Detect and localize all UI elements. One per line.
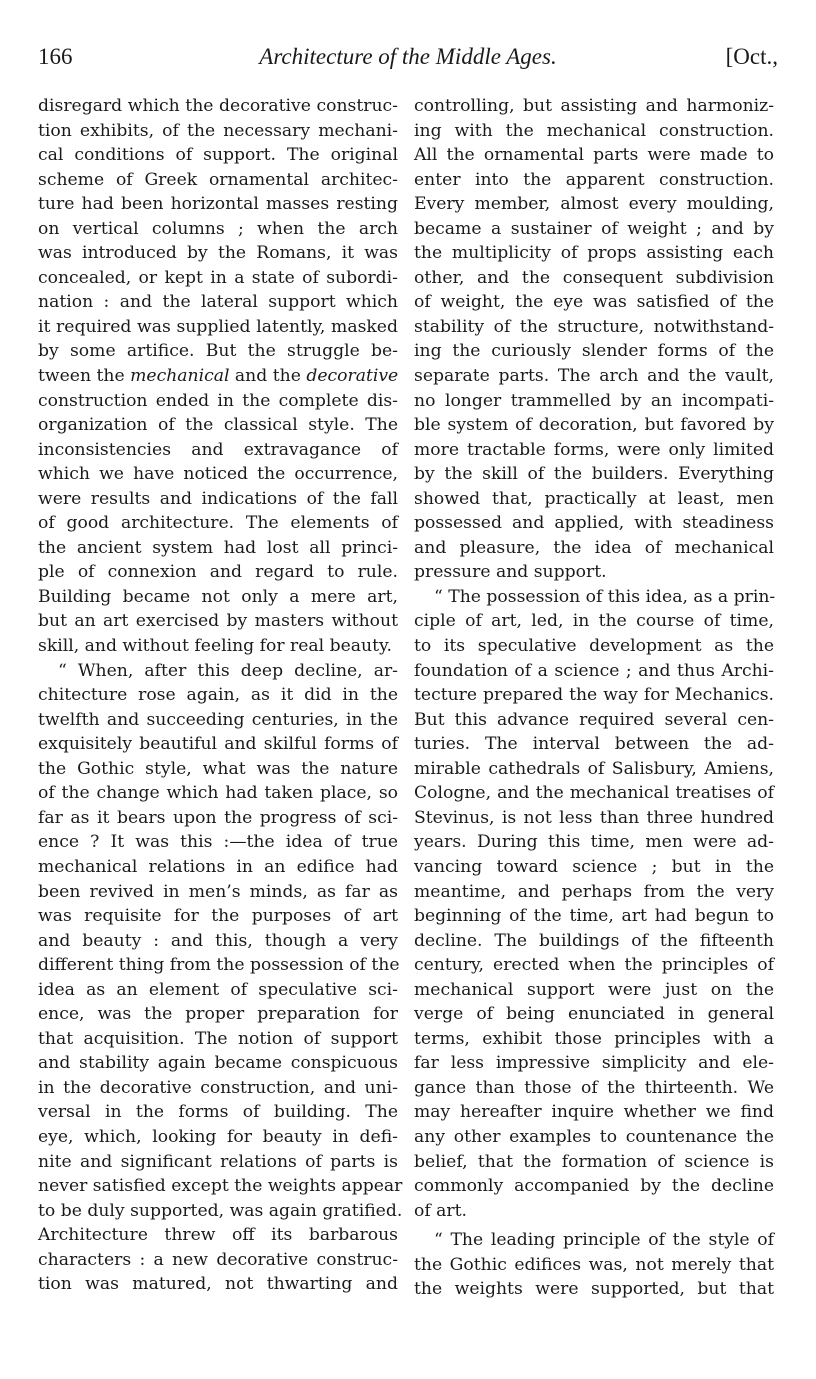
text-line: the multiplicity of props assisting each [414, 243, 774, 264]
text-line: mechanical support were just on the [414, 979, 774, 1000]
text-line: eye, which, looking for beauty in defi- [38, 1126, 398, 1147]
text-line: pressure and support. [414, 562, 607, 583]
text-line: was requisite for the purposes of art [38, 906, 398, 927]
text-line: of the change which had taken place, so [38, 783, 398, 804]
text-line: years. During this time, men were ad- [414, 832, 774, 853]
text-line: ence ? It was this :—the idea of true [38, 832, 398, 853]
text-line: of good architecture. The elements of [38, 513, 398, 534]
text-line: skill, and without feeling for real beauty. [38, 636, 392, 657]
text-line: stability of the structure, notwithstand- [414, 316, 774, 337]
text-line: scheme of Greek ornamental architec- [38, 169, 398, 190]
text-line: tion exhibits, of the necessary mechani- [38, 120, 398, 141]
text-line: Architecture threw off its barbarous [38, 1225, 398, 1246]
text-line: became a sustainer of weight ; and by [414, 218, 774, 239]
text-fragment: tween the [38, 366, 131, 387]
text-line: Every member, almost every moulding, [414, 194, 774, 215]
text-line: different thing from the possession of the [38, 955, 400, 976]
text-line: was introduced by the Romans, it was [38, 243, 398, 264]
text-line: nite and significant relations of parts is [38, 1151, 398, 1172]
text-line: of art. [414, 1200, 468, 1221]
text-line: tion was matured, not thwarting and [38, 1274, 398, 1295]
text-line: never satisfied except the weights appear [38, 1176, 403, 1197]
text-line: ple of connexion and regard to rule. [38, 562, 398, 583]
text-line: other, and the consequent subdivision [414, 267, 774, 288]
text-line: ciple of art, led, in the course of time, [414, 611, 774, 632]
text-line: may hereafter inquire whether we find [414, 1102, 774, 1123]
left-column [38, 94, 403, 1297]
text-line: showed that, practically at least, men [414, 488, 774, 509]
text-fragment: and the [229, 366, 307, 387]
text-line: exquisitely beautiful and skilful forms of [38, 734, 398, 755]
text-line: vancing toward science ; but in the [414, 856, 774, 877]
text-line: beginning of the time, art had begun to [414, 906, 774, 927]
text-line: by the skill of the builders. Everything [414, 464, 774, 485]
text-line: “ When, after this deep decline, ar- [58, 660, 398, 681]
text-line: terms, exhibit those principles with a [414, 1028, 774, 1049]
text-line: commonly accompanied by the decline [414, 1176, 774, 1197]
text-line: Cologne, and the mechanical treatises of [414, 783, 774, 804]
text-line: ble system of decoration, but favored by [414, 415, 774, 436]
text-line: to be duly supported, was again gratified. [38, 1200, 403, 1221]
text-line: but an art exercised by masters without [38, 611, 398, 632]
text-line: nation : and the lateral support which [38, 292, 398, 313]
right-column [414, 94, 774, 1302]
text-line: Stevinus, is not less than three hundred [414, 807, 774, 828]
text-line: century, erected when the principles of [414, 955, 774, 976]
text-line: idea as an element of speculative sci- [38, 979, 398, 1000]
text-line: no longer trammelled by an incompati- [414, 390, 774, 411]
text-line: been revived in men’s minds, as far as [38, 881, 398, 902]
text-line: versal in the forms of building. The [38, 1102, 398, 1123]
text-line: on vertical columns ; when the arch [38, 218, 398, 239]
text-line: to its speculative development as the [414, 636, 774, 657]
text-line: twelfth and succeeding centuries, in the [38, 709, 398, 730]
text-line: which we have noticed the occurrence, [38, 464, 398, 485]
text-line: ture had been horizontal masses resting [38, 194, 398, 215]
text-line: were results and indications of the fall [38, 488, 398, 509]
text-line: the weights were supported, but that [414, 1279, 774, 1300]
text-line: chitecture rose again, as it did in the [38, 685, 398, 706]
text-line: any other examples to countenance the [414, 1126, 774, 1147]
text-line: far as it bears upon the progress of sci- [38, 807, 398, 828]
text-line: verge of being enunciated in general [414, 1004, 774, 1025]
issue-label: [Oct., [725, 44, 778, 69]
text-line: But this advance required several cen- [414, 709, 774, 730]
text-line: ing the curiously slender forms of the [414, 341, 774, 362]
text-line: decline. The buildings of the fifteenth [414, 930, 774, 951]
text-line: separate parts. The arch and the vault, [414, 366, 774, 387]
text-line: characters : a new decorative construc- [38, 1249, 398, 1270]
text-line: turies. The interval between the ad- [414, 734, 774, 755]
text-line: the Gothic style, what was the nature [38, 758, 398, 779]
text-line: construction ended in the complete dis- [38, 390, 398, 411]
text-line: the ancient system had lost all princi- [38, 537, 398, 558]
text-line: it required was supplied latently, masked [38, 316, 398, 337]
text-line: by some artifice. But the struggle be- [38, 341, 398, 362]
text-line: gance than those of the thirteenth. We [414, 1077, 774, 1098]
text-line: that acquisition. The notion of support [38, 1028, 398, 1049]
text-line: in the decorative construction, and uni- [38, 1077, 398, 1098]
text-line: and pleasure, the idea of mechanical [414, 537, 774, 558]
text-line: ing with the mechanical construction. [414, 120, 774, 141]
running-title: Architecture of the Middle Ages. [259, 44, 557, 69]
text-line: tecture prepared the way for Mechanics. [414, 685, 774, 706]
text-line: meantime, and perhaps from the very [414, 881, 774, 902]
text-line: ence, was the proper preparation for [38, 1004, 398, 1025]
text-line: possessed and applied, with steadiness [414, 513, 774, 534]
text-line: Building became not only a mere art, [38, 586, 398, 607]
text-line: mirable cathedrals of Salisbury, Amiens, [414, 758, 774, 779]
text-line: of weight, the eye was satisfied of the [414, 292, 774, 313]
italic-term-decorative: decorative [306, 366, 399, 387]
text-line: disregard which the decorative construc- [38, 96, 398, 116]
text-line: foundation of a science ; and thus Archi- [414, 660, 774, 681]
text-line: cal conditions of support. The original [38, 145, 398, 166]
text-line: inconsistencies and extravagance of [38, 439, 398, 460]
page-number: 166 [38, 44, 73, 69]
text-line: mechanical relations in an edifice had [38, 856, 398, 877]
text-line: concealed, or kept in a state of subordi- [38, 267, 398, 288]
text-line: enter into the apparent construction. [414, 169, 774, 190]
text-line: All the ornamental parts were made to [414, 145, 774, 166]
text-line: “ The possession of this idea, as a prin- [434, 586, 776, 607]
text-line: controlling, but assisting and harmoniz- [414, 96, 774, 116]
page-header [38, 44, 778, 84]
text-line: “ The leading principle of the style of [434, 1230, 774, 1251]
italic-term-mechanical: mechanical [130, 366, 230, 387]
text-line: the Gothic edifices was, not merely that [414, 1254, 774, 1275]
text-line: belief, that the formation of science is [414, 1151, 774, 1172]
text-line: organization of the classical style. The [38, 415, 398, 436]
text-line-italic [38, 364, 398, 389]
text-line: more tractable forms, were only limited [414, 439, 774, 460]
text-line: far less impressive simplicity and ele- [414, 1053, 774, 1074]
text-line: and stability again became conspicuous [38, 1053, 398, 1074]
text-line: and beauty : and this, though a very [38, 930, 398, 951]
